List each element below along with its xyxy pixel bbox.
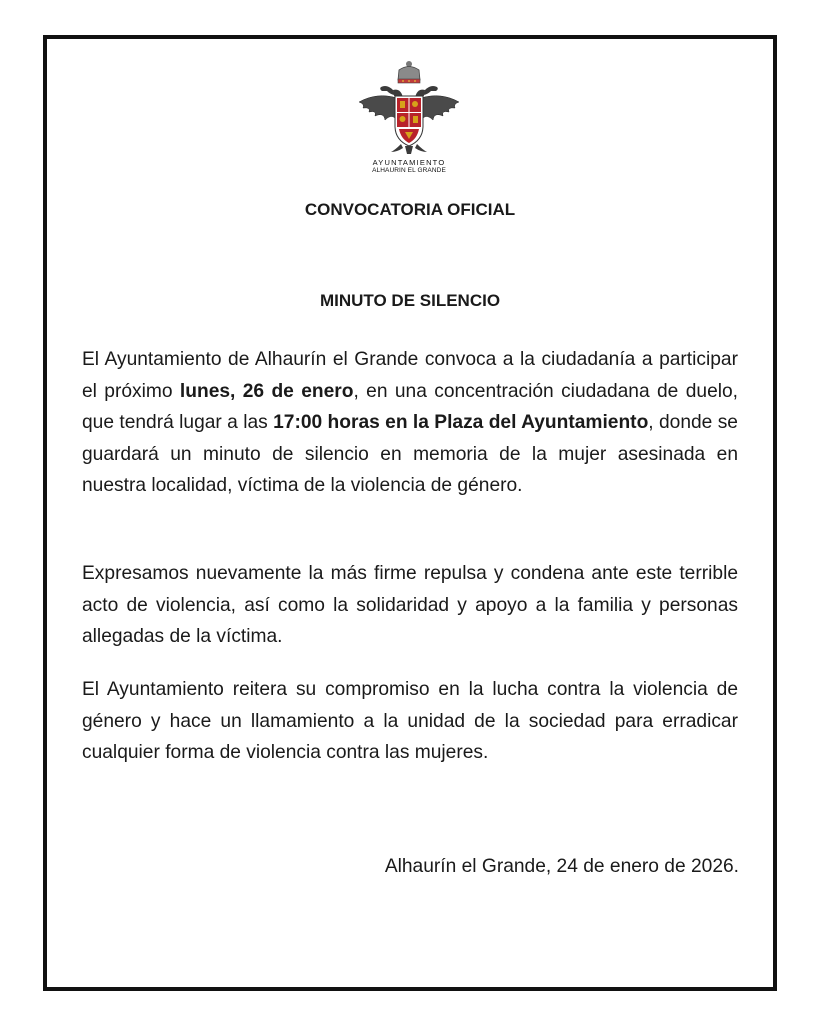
p1-bold-location: 17:00 horas en la Plaza del Ayuntamiento (273, 412, 649, 433)
p1-text-2: , en una concentración ciudadana de duelo, que tendrá lugar a las (82, 380, 739, 433)
shield-icon (395, 96, 423, 146)
signature-date: Alhaurín el Grande, 24 de enero de 2026. (384, 856, 739, 877)
paragraph-1 (82, 344, 738, 502)
p1-bold-date: lunes, 26 de enero (179, 380, 354, 402)
crown-icon (398, 61, 420, 83)
document-subtitle: MINUTO DE SILENCIO (319, 291, 501, 310)
ayuntamiento-crest-logo (357, 60, 461, 185)
document-title: CONVOCATORIA OFICIAL (304, 200, 516, 219)
p1-text-3: , donde se guardará un minuto de silencio en memoria de la mujer asesinada en nuestra localidad, víctima de la violencia de género. (82, 412, 738, 496)
p1-text-1: El Ayuntamiento de Alhaurín el Grande convoca a la ciudadanía a participar el próximo (82, 349, 738, 402)
crest-line-2: ALHAURIN EL GRANDE (372, 167, 446, 174)
crest-line-1: AYUNTAMIENTO (372, 158, 446, 167)
paragraph-3: El Ayuntamiento reitera su compromiso en la lucha contra la violencia de género y hace un llamamiento a la unidad de la sociedad para erradicar cualquier forma de violencia contra las mujeres. (82, 679, 738, 763)
paragraph-2: Expresamos nuevamente la más firme repulsa y condena ante este terrible acto de violencia, así como la solidaridad y apoyo a la familia y personas allegadas de la víctima. (82, 563, 738, 647)
